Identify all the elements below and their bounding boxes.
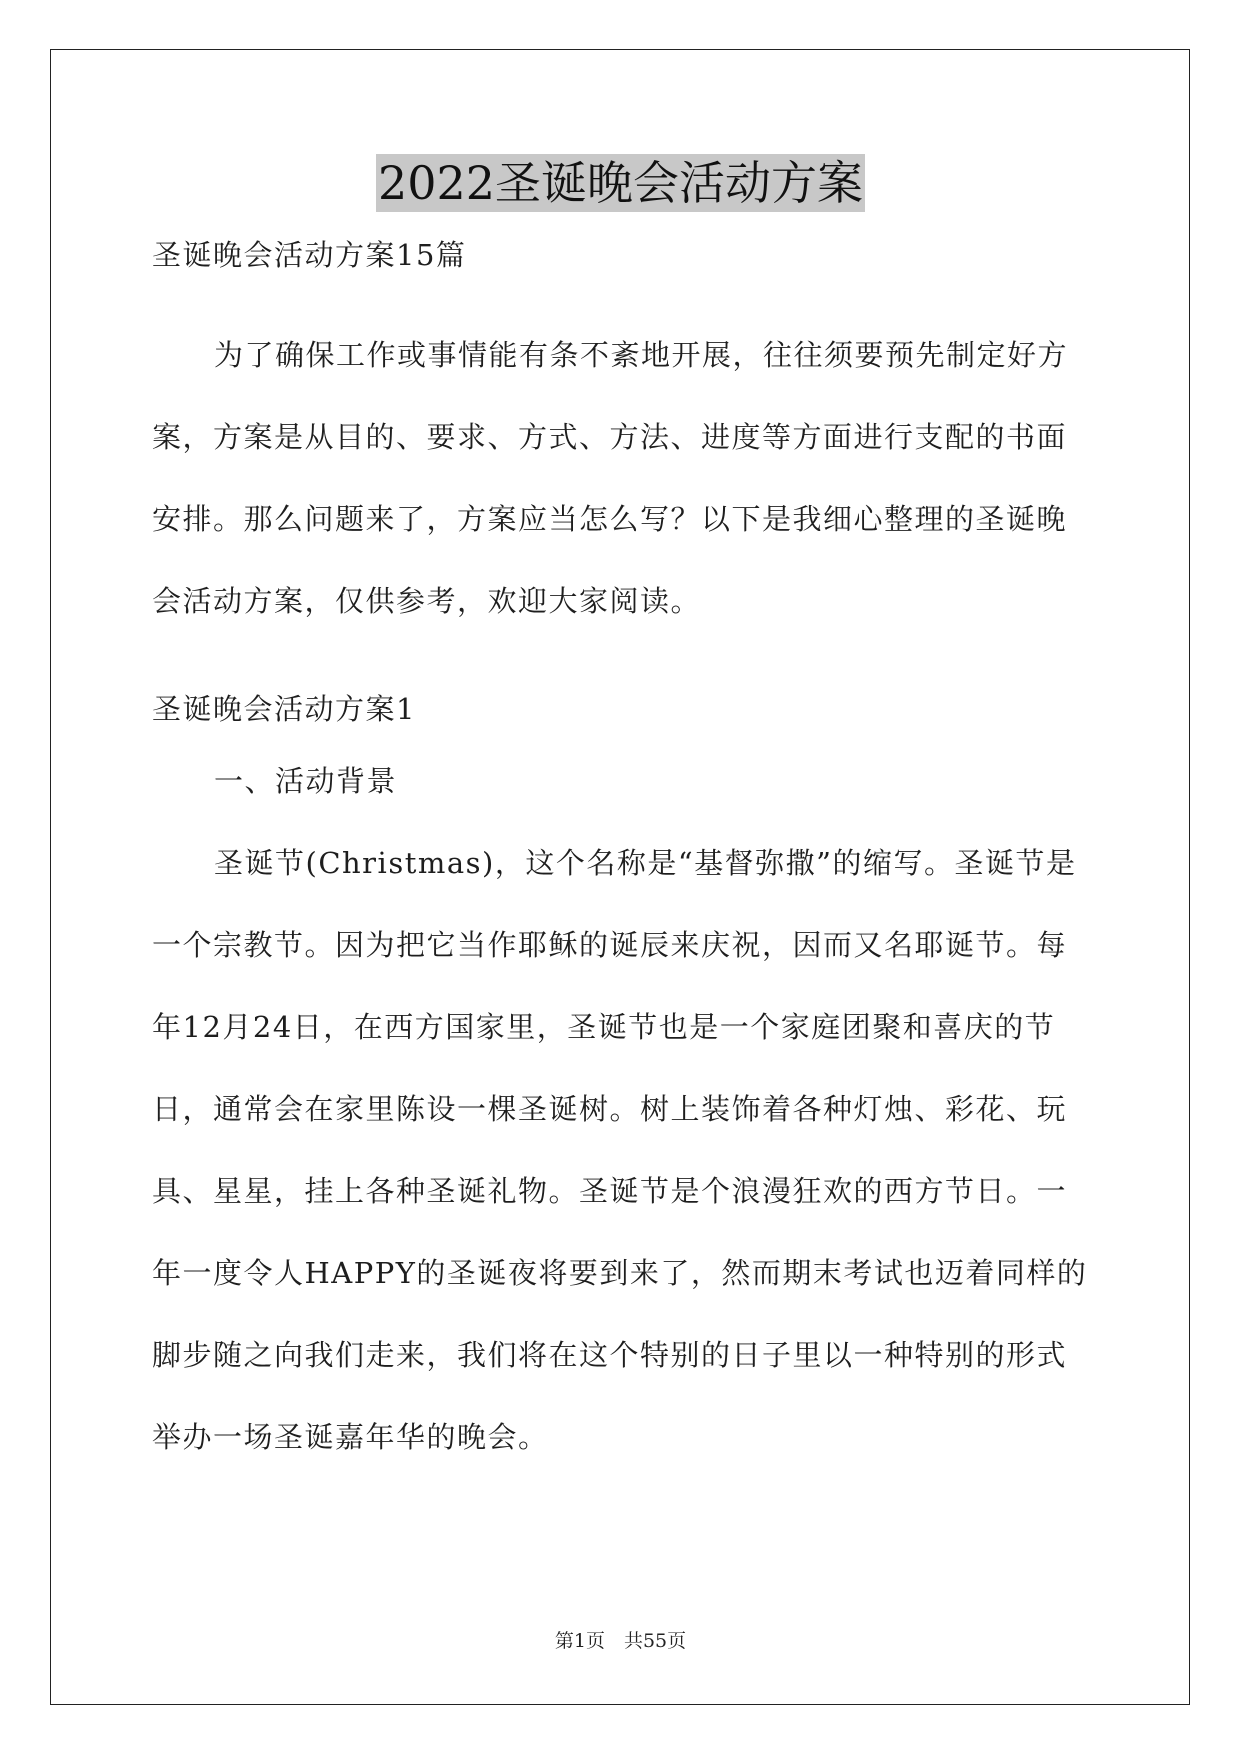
page-footer: 第1页 共55页 [554, 1630, 687, 1652]
body-paragraph: 圣诞节(Christmas)，这个名称是“基督弥撒”的缩写。圣诞节是一个宗教节。因为把它当作耶稣的诞辰来庆祝，因而又名耶诞节。每年12月24日，在西方国家里，圣诞节也是一个家庭团聚和喜庆的节日，通常会在家里陈设一棵圣诞树。树上装饰着各种灯烛、彩花、玩具、星星，挂上各种圣诞礼物。圣诞节是个浪漫狂欢的西方节日。一年一度令人HAPPY的圣诞夜将要到来了，然而期末考试也迈着同样的脚步随之向我们走来，我们将在这个特别的日子里以一种特别的形式举办一场圣诞嘉年华的晚会。 [152, 846, 1088, 1454]
spacer [152, 642, 1092, 686]
document-subtitle: 圣诞晚会活动方案15篇 [152, 238, 467, 272]
document-title: 2022圣诞晚会活动方案 [377, 156, 864, 210]
section-title: 圣诞晚会活动方案1 [152, 692, 416, 726]
document-body [152, 232, 1092, 1478]
intro-paragraph: 为了确保工作或事情能有条不紊地开展，往往须要预先制定好方案，方案是从目的、要求、方式、方法、进度等方面进行支配的书面安排。那么问题来了，方案应当怎么写？以下是我细心整理的圣诞晚会活动方案，仅供参考，欢迎大家阅读。 [152, 338, 1069, 618]
section-heading: 一、活动背景 [214, 764, 398, 798]
title-container [0, 154, 1241, 212]
